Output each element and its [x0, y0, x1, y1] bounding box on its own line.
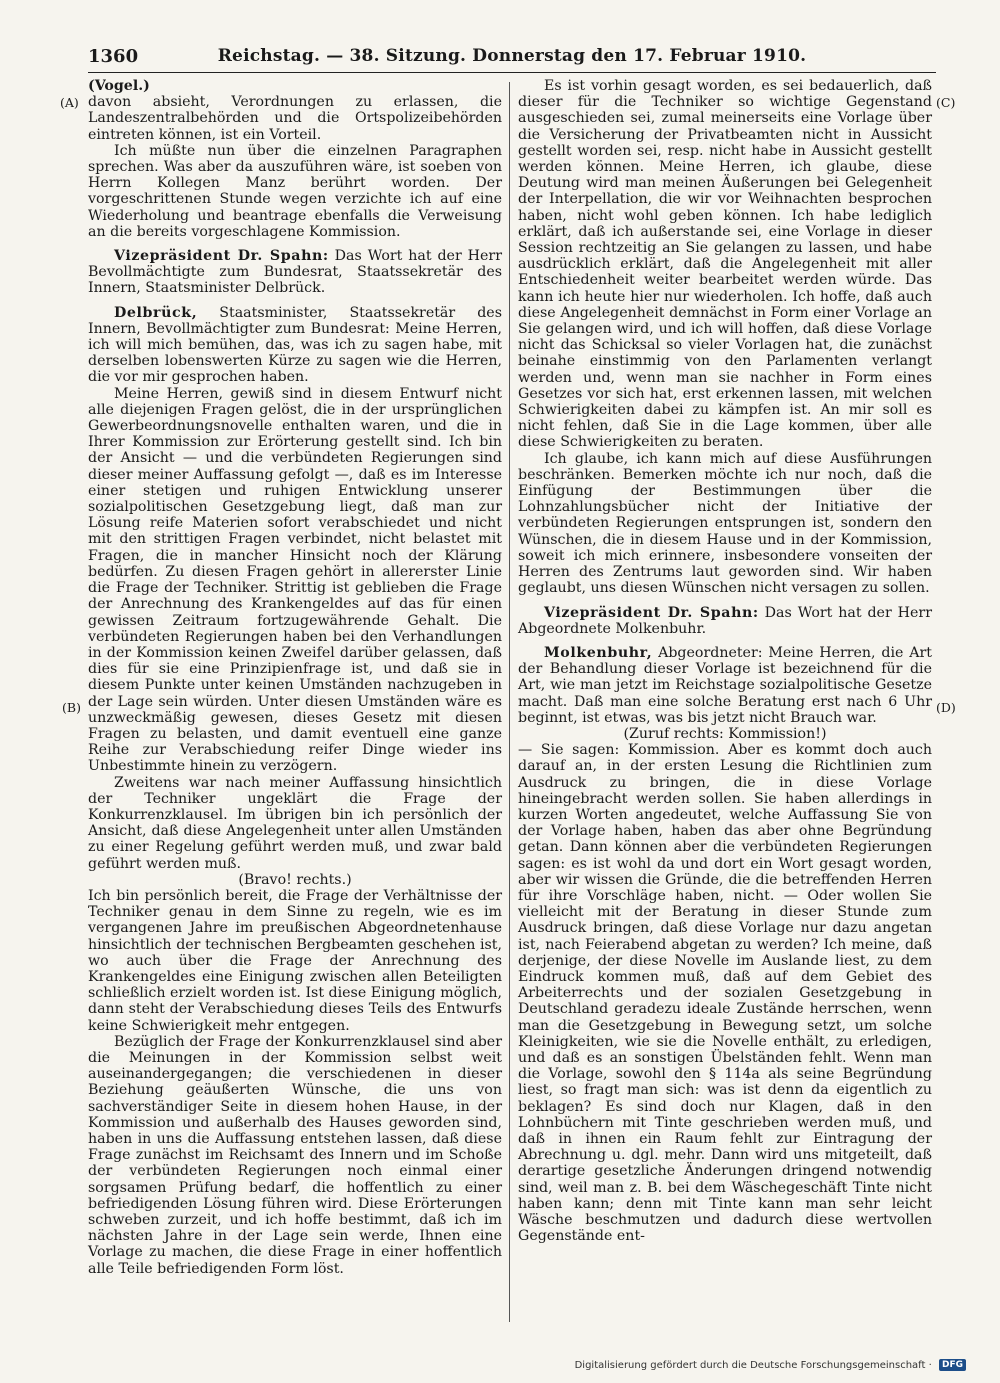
paragraph: Ich müßte nun über die einzelnen Paragraphen sprechen. Was aber da auszuführen wäre, ist soeben von Herrn Kollegen Manz berührt worden. Der vorgeschrittenen Stunde wegen verzichte ich auf eine Wiederholung und beantrage ebenfalls die Verweisung an die bereits vorgeschlagene Kommission.	[88, 142, 502, 240]
digitization-footer	[575, 1359, 966, 1371]
paragraph: Es ist vorhin gesagt worden, es sei bedauerlich, daß dieser für die Techniker so wichtige Gegenstand ausgeschieden sei, zumal meinerseits eine Vorlage über die Versicherung der Privatbeamten nicht in Aussicht gestellt worden sei, resp. nicht habe in Aussicht gestellt werden können. Meine Herren, ich glaube, diese Deutung wird man meinen Äußerungen bei Gelegenheit der Interpellation, die wir vor Weihnachten besprochen haben, nicht wohl geben können. Ich habe lediglich erklärt, daß ich außerstande sei, eine Vorlage in dieser Session rechtzeitig an Sie gelangen zu lassen, und habe ausdrücklich erklärt, daß die Angelegenheit mit aller Entschiedenheit weiter bearbeitet werden würde. Das kann ich heute hier nur wiederholen. Ich hoffe, daß auch diese Angelegenheit demnächst in Form einer Vorlage an Sie gelangen wird, und ich will hoffen, daß diese Vorlage nicht das Schicksal so vieler Vorlagen hat, die zunächst beinahe einstimmig von den Parlamenten verlangt werden und, wenn man sie nachher in Form eines Gesetzes vor sich hat, erst erkennen lassen, mit welchen Schwierigkeiten dabei zu kämpfen ist. An mir soll es nicht fehlen, daß Sie in die Lage kommen, über alle diese Schwierigkeiten zu beraten.	[518, 78, 932, 451]
speaker-name: Molkenbuhr,	[544, 644, 653, 661]
speaker-role: Staatsminister, Staatssekretär des Innern, Bevollmächtigter zum Bundesrat:	[88, 304, 502, 337]
speaker-name: Vizepräsident Dr. Spahn:	[114, 248, 329, 265]
paragraph: davon absieht, Verordnungen zu erlassen, die Landeszentralbehörden und die Ortspolizeibehörden eintreten können, ist ein Vorteil.	[88, 94, 502, 143]
right-column	[518, 78, 932, 1244]
speaker-name: Delbrück,	[114, 304, 198, 321]
speaker-paragraph	[518, 645, 932, 726]
page-header	[88, 46, 936, 73]
footer-text: Digitalisierung gefördert durch die Deutsche Forschungsgemeinschaft ·	[574, 1360, 932, 1371]
running-title: Reichstag. — 38. Sitzung. Donnerstag den 17. Februar 1910.	[217, 46, 807, 66]
paragraph: Bezüglich der Frage der Konkurrenzklausel sind aber die Meinungen in der Kommission selbst weit auseinandergegangen; die verschiedenen in dieser Beziehung geäußerten Wünsche, die uns von sachverständiger Seite in diesem hohen Hause, in der Kommission und außerhalb des Hauses geworden sind, haben in uns die Auffassung entstehen lassen, daß diese Frage zunächst im Reichsamt des Innern und im Schoße der verbündeten Regierungen noch einmal einer sorgsamen Prüfung bedarf, die hoffentlich zu einer befriedigenden Lösung führen wird. Diese Erörterungen schweben zurzeit, und ich hoffe bestimmt, daß ich im nächsten Jahre in der Lage sein werde, Ihnen eine Vorlage zu machen, die diese Frage in einer hoffentlich alle Teile befriedigenden Form löst.	[88, 1033, 502, 1277]
paragraph: Zweitens war nach meiner Auffassung hinsichtlich der Techniker ungeklärt die Frage der Konkurrenzklausel. Im übrigen bin ich persönlich der Ansicht, daß diese Angelegenheit unter allen Umständen zu einer Regelung geführt werden muß, und zwar bald geführt werden muß.	[88, 774, 502, 872]
paragraph: Meine Herren, gewiß sind in diesem Entwurf nicht alle diejenigen Fragen gelöst, die in der ursprünglichen Gewerbeordnungsnovelle enthalten waren, und die in Ihrer Kommission zur Erörterung gestellt sind. Ich bin der Ansicht — und die verbündeten Regierungen sind dieser meiner Auffassung gefolgt —, daß es im Interesse einer stetigen und ruhigen Entwicklung unserer sozialpolitischen Gesetzgebung liegt, daß man zur Lösung reife Materien sofort verabschiedet und nicht mit den strittigen Fragen verbindet, nicht belastet mit Fragen, die in mancher Hinsicht noch der Klärung bedürfen. Zu diesen Fragen gehört in allererster Linie die Frage der Techniker. Strittig ist geblieben die Frage der Anrechnung des Krankengeldes auf das für einen gewissen Zeitraum fortzugewährende Gehalt. Die verbündeten Regierungen haben bei den Verhandlungen in der Kommission keinen Zweifel darüber gelassen, daß dies für sie eine Prinzipienfrage ist, und daß sie in diesem Punkte unter keinen Umständen nachzugeben in der Lage sein würden. Unter diesen Umständen wäre es unzweckmäßig gewesen, dieses Gesetz mit diesen Fragen zu belasten, und damit eventuell eine ganze Reihe zur Verabschiedung reifer Dinge wieder ins Unbestimmte hinein zu verzögern.	[88, 385, 502, 775]
interjection: (Bravo! rechts.)	[238, 871, 352, 888]
margin-mark-b: (B)	[62, 700, 81, 715]
paragraph: Ich bin persönlich bereit, die Frage der Verhältnisse der Techniker genau in dem Sinne zu regeln, wie es im vergangenen Jahre im preußischen Abgeordnetenhause hinsichtlich der technischen Bergbeamten geschehen ist, wo auch über die Frage der Anrechnung des Krankengeldes eine Einigung zwischen allen Beteiligten schließlich erzielt worden ist. Ist diese Einigung möglich, dann steht der Verabschiedung dieses Teils des Entwurfs keine Schwierigkeit mehr entgegen.	[88, 887, 503, 1034]
speaker-paragraph	[88, 305, 502, 386]
speech-text: Das Wort hat der Herr Abgeordnete Molkenbuhr.	[518, 604, 932, 637]
margin-mark-d: (D)	[936, 700, 956, 715]
interjection: (Zuruf rechts: Kommission!)	[623, 725, 827, 742]
margin-mark-a: (A)	[60, 95, 79, 110]
speaker-paragraph	[518, 605, 932, 637]
speaker-name: Vizepräsident Dr. Spahn:	[544, 604, 759, 621]
speech-text: Meine Herren, ich will mich bemühen, das, was ich zu sagen habe, mit derselben lobenswerten Kürze zu sagen wie die Herren, die vor mir gesprochen haben.	[88, 320, 502, 386]
speech-text: Das Wort hat der Herr Bevollmächtigte zum Bundesrat, Staatssekretär des Innern, Staatsminister Delbrück.	[88, 248, 502, 297]
column-divider	[509, 82, 510, 1322]
dfg-logo: DFG	[939, 1359, 966, 1371]
paragraph: Ich glaube, ich kann mich auf diese Ausführungen beschränken. Bemerken möchte ich nur noch, daß die Einfügung der Bestimmungen über die Lohnzahlungsbücher nicht der Initiative der verbündeten Regierungen entsprungen ist, sondern den Wünschen, die in diesem Hause und in der Kommission, soweit ich mich erinnere, insbesondere vonseiten der Herren des Zentrums laut geworden sind. Wir haben geglaubt, uns diesen Wünschen nicht versagen zu sollen.	[518, 450, 932, 597]
left-column	[88, 78, 502, 1277]
page-number: 1360	[88, 46, 139, 67]
speech-text: Meine Herren, die Art der Behandlung dieser Vorlage ist bezeichnend für die Art, wie man jetzt im Reichstage sozialpolitische Gesetze macht. Daß man eine solche Beratung erst nach 6 Uhr beginnt, ist etwas, was bis jetzt nicht Brauch war.	[518, 644, 932, 726]
speaker-tag: (Vogel.)	[88, 78, 150, 94]
speaker-paragraph	[88, 248, 502, 297]
speaker-role: Abgeordneter:	[652, 644, 763, 661]
paragraph: — Sie sagen: Kommission. Aber es kommt doch auch darauf an, in der ersten Lesung die Richtlinien zum Ausdruck zu bringen, die in diese Vorlage hineingebracht werden sollen. Sie haben allerdings in kurzen Worten angedeutet, welche Auffassung Sie von der Vorlage haben, haben das aber ohne Begründung getan. Dann können aber die verbündeten Regierungen sagen: es ist wohl da und dort ein Wort gesagt worden, aber wir wissen die Gründe, die die betreffenden Herren für ihre Vorschläge haben, nicht. — Oder wollen Sie vielleicht mit der Beratung in dieser Stunde zum Ausdruck bringen, daß diese Vorlage nur dazu angetan ist, nach Feierabend abgetan zu werden? Ich meine, daß derjenige, der diese Novelle im Auslande liest, zu dem Eindruck kommen muß, daß auf dem Gebiet des Arbeiterrechts und der sozialen Gesetzgebung in Deutschland geradezu ideale Zustände herrschen, wenn man die Gesetzgebung in Bewegung setzt, um solche Kleinigkeiten, wie sie die Novelle enthält, zu erledigen, und daß es an sonstigen Übelständen fehlt. Wenn man die Vorlage, sowohl den § 114a als seine Begründung liest, so fragt man sich: was ist denn da eigentlich zu beklagen? Es sind doch nur Klagen, daß in den Lohnbüchern mit Tinte geschrieben werden muß, und daß in ihnen ein Raum fehlt zur Eintragung der Abrechnung u. dgl. mehr. Dann wird uns mitgeteilt, daß derartige gesetzliche Änderungen dringend notwendig sind, weil man z. B. bei dem Wäschegeschäft Tinte nicht haben kann; denn mit Tinte kann man sehr leicht Wäsche beschmutzen und dadurch diese wertvollen Gegenstände ent-	[518, 742, 932, 1245]
margin-mark-c: (C)	[936, 95, 956, 110]
